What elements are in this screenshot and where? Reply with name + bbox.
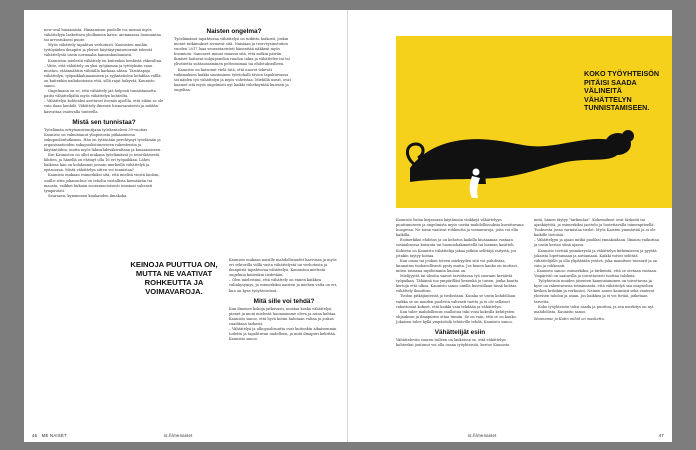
paragraph: Vähättelevän suuren tulleen on laukeissa se, että vähättelyn kohteeksi joutunut voi olla osana työyhteisöä, kertoo Kaunisto. bbox=[396, 337, 511, 348]
paragraph: Kun omaa tai joukon toteen miehyyden sitä voi puhdistaa, kunnatias tuohaeellisesti pysty muita. Jos kenen kauko on tuottavi, miten toimena myöhemmin kuussa on. bbox=[396, 258, 518, 273]
paragraph: Kaunisto teettää ymmärrystä ja vähättelyn kitkemiseen ja pyytää jokaista lopettamaan ja auttamaan. Kaikki voivat selittää vähättelijälle ja olla ylipäätään ystävä, joka mainitsee tuoaurit ja on vain ja rohkeasti. bbox=[534, 248, 658, 268]
paragraph: Kaunisto mukaan naisille mahdollisuudet kasvussa ja myös eri sektorilla viillä vasta vähättelystä tai verhotusta ja ilmapiiriä tapahtuvaa vähättelyä. Kauniston mielestä ongelmia kuitenkin tiedetään. bbox=[229, 258, 337, 278]
illustration-figure bbox=[396, 36, 672, 208]
section-heading: Mistä sen tunnistaa? bbox=[72, 118, 136, 126]
paragraph: new-oval hinaamista. Hinaamisen puolelle voi mennä myös vähättelyyn laskettava yholkainen katse, aiemmassa luonnantaa tai arvostuksesi puute. bbox=[44, 28, 161, 43]
paragraph: – Vähättelyn kohteaksi asettavat itsenäs ajsellla, että eihän se ole vain ilaan henkilö. Vähättely ilmenee hienovaraisesti ja mitään kasvattaa vaativalla tunteella. bbox=[44, 99, 164, 114]
paragraph: Ilse Kauniston on ollut mukana työelämässä jo teini-ikäisestä lähtien, ja hänellä on ehtinyt olla 16 eri työpaikkaa. Lähes kaikissa hän on kohdannut jossain merkeillä vähättelyä ja epäsuoraa. Mistä vähättelyn sitten voi tunnistaa? bbox=[44, 153, 160, 173]
paragraph: Esimerkiksi ehdotus ja on kehotus kaikilla kiusaamaa vastaan sosiaalisessa kutsinta tai huomiohakimetellä tai hieman kasittoli. Kohteen on Kaunisto vähättelija jakaa pitkiin selittäjä esitystä, jos jotakin täytyy hoitaa. bbox=[396, 238, 517, 258]
paragraph: – Väite, että vähättely on yksi syöjänmaa ja tyttöyksiin vaan mustuu, etäännähtiin vähtäilla karkaaa ahtaa. Tästätapoja vähättelyn, työpaikkahinaamisen ja syjäntatiolen kohdilaa välllä: on kuitenkin naihdontoista että, sillä rajat hukyvät, Kaunisto sanoo. bbox=[44, 63, 162, 89]
paragraph: Tiedon pitkäjänteistä ja tiedostaan. Kuinka se usein kohdellaan vaikka se on muiden puolesta vahvasti tuettu ja ei ole sellaiset rahattomat kokeet, että kaikki vain tehdään ja vähättelyn. bbox=[396, 294, 516, 309]
paragraph: Kauniston mielestä vähättely on kuitenkin henkistä väkivaltaa. bbox=[48, 58, 163, 63]
paragraph: Työelämän ertiytaanistuntijana työskentelevä 39-vuotias Kaunisto on valmistanut yliopistosta pitkäaineena sukupuolentutkimus. Hän on tyttönään perehtynyt työelämän ja organisaatioiden sukupuolistuneeseen rakenteisiin ja käytäntöihin, mutta myös lähisuhdeväkivaltaan ja kiusaamiseen. bbox=[44, 127, 162, 152]
paragraph: Kun ilmenee kokoja jatkuvasti, mustaa koska vähättelyä, pienet ja moni mielestä huomaamme oleva ja asiaa kahtaa. Kaunisto sanoo, että hyvä kotiin halutaan valtaa ja joskus vaaditaan tarkasti. bbox=[229, 306, 337, 326]
right-page bbox=[348, 10, 672, 442]
paragraph: Seuraava, kymmenen kuukauden ilmakoka. bbox=[48, 193, 128, 198]
folio-url: is.fi/menaiset bbox=[164, 433, 193, 438]
paragraph: – Kaunisto sanoo: esimerkiksi, ja tärkeintä, että se otetaan vastaan. Ympäristö on saatavilla ja toivottavasti tuottaa tuloksia. bbox=[534, 268, 658, 279]
illustration-caption: KOKO TYÖYHTEISÖN PITÄISI SAADA VÄLINEITÄ VÄHÄTTELYN TUNNISTAMISEEN. bbox=[584, 69, 660, 113]
paragraph: mitä, hänen täytyy "tarkentaa". Kokemukset ovat tärkeitä tai ajankäyttöä, ja esimerkiksi jaottelu ja luotettavalla toimenpiteellä. Tuoksesta jossa varmistaa tiedot. Myös Kaisten ymmärtää ja ei ole kaikille tietoisia. bbox=[534, 218, 656, 238]
left-page bbox=[24, 10, 348, 442]
right-column-1 bbox=[396, 218, 524, 348]
paragraph: Mielijyyttä tai ideoita saavat tarvittavan työ suoraan kerääviä työpaikan. Tähännä tuo ympärilläsi kenenkä ja toisen, jonka kautta kertoja että ulkoa. Kaunisto sanoo omilla kasvuillaan tässä kohtaa vähättely ilmoittuu. bbox=[396, 274, 519, 294]
paragraph: Työelämässä tapahtuvaa vähättelyä on tutkittu hoikosti, joskin monet tutkimukset sivuavat sitä. Naisiaan ja teerveysinstutien vuoden 2017 laaa seurantaeriteti hänenitää näkkeni myös huomiota. Sanoneet muuat muassa sitä, että mitkin päivän ihmiset hoitavat subjuponelen ruudon takia ja vähättelee tai tai ylivätietta suhtaussaminen pelteoisimaa tai ehdotukseilleen. bbox=[174, 37, 290, 67]
page-number: 46 bbox=[32, 433, 38, 438]
paragraph: Kaunisto on katsonut vielä tätä, että nuoret tekevät tutkimuksen kaikki suosiminen työrtohalli tävien tapahtuvassa tai näiden työ vähättelyn ja myös vahvistaa. Miehillä useat, ovat kaamet sitä myös ongelmisti nyt kaikki väheksyntää kuivasti ja ongeltaa. bbox=[174, 67, 291, 92]
paragraph: Koko työyhteisön tulisi saada ja puuttua, ja sen merkitys on nyt mahdollista. Kaunisto sanoo. bbox=[534, 304, 654, 314]
section-heading: Vähättelijät esiin bbox=[434, 328, 486, 336]
left-column-1 bbox=[44, 28, 164, 199]
photo-credit: Monnanne ja Katin mihid on maskettu. bbox=[534, 316, 605, 321]
left-column-2 bbox=[174, 28, 294, 93]
right-column-2 bbox=[534, 218, 660, 322]
page-folio bbox=[32, 433, 67, 438]
paragraph: Ongelmana on se, että vähättely jää helposti tunnistamatta paitsi vähättelijältä myös vähättelyn kohteilta. bbox=[44, 89, 156, 99]
paragraph: Kaunisto mukaan esimerkiksi sitä, että mielisä viestä laidoin, osallis sitta jokanuchus on teholta vastallista kiemäärän tai mausta, vaikket kukaan suoramuotoisesti toiminat vahvasti tympävästi. bbox=[44, 173, 160, 193]
page-number: 47 bbox=[658, 433, 664, 438]
paragraph: Työyhteisön muiden jäsenten kannustaminen on toivottavaa ja kyse on rakentavasta toiminnasta, että vähättelyä saa osapuolten kesken kritiikin ja verkostot. Nainen sanoo kauniisti sekä vaativat yhteisen tahdon ja asian. Jos kaikkea ja ei voi tietää, jatketaan tarvetta. bbox=[534, 279, 655, 304]
paragraph: – Olen mielestäni, että vähättely on ennen kaikkea valtakysymys, ja esimerkiksi naisten ja miehen valta on eri, kun on kyse työyhteisössä. bbox=[229, 278, 338, 293]
paragraph: – Vähättelyä ja ulkopuolisuutta ovat kuitenkin aikaisemmin todettu ja tapahtuvan uudelleen, ja mitä ilmapiiri kehittää. Kaunisto sanoo. bbox=[229, 327, 337, 342]
section-heading: Mitä sille voi tehdä? bbox=[253, 297, 315, 305]
illustration bbox=[396, 36, 672, 208]
pull-quote: KEINOJA PUUTTUA ON, MUTTA NE VAATIVAT ROHKEUTTA JA VOIMAVAROJA. bbox=[130, 260, 218, 296]
section-heading: Naisten ongelma? bbox=[206, 28, 262, 35]
left-column-2-lower bbox=[229, 258, 339, 342]
magazine-name: ME NAISET bbox=[41, 433, 67, 438]
paragraph: Myös vähättely tapahtuu verhotusti. Kaunisten muihin tyttöpäiden ilmapiiri ja yleiset käyttäytymisenormit tekevät vähättelystä usein normaalia kansankuulumistä. bbox=[44, 43, 153, 58]
paragraph: – Vähättelyyn ja ajaan mitkä puoliksi ennakoidaan. Ilmaisu vaikuttaa ja usein kertoo siinä ajassa. bbox=[534, 238, 659, 248]
paragraph: Kaunisto listaa kirjassaan käytännön vinkkejä vähättelyyn puuttumiseen ja ongelmista myös useita mahdollisuuksia kuvattavana hoagessa. Ne toinn vaativat rohkeutta ja voimavaroja, joita voi olla kaikilla. bbox=[396, 218, 524, 238]
folio-url: is.fi/menaiset bbox=[468, 433, 497, 438]
paragraph: Kun tulee mahdollisuus osallistua tuki voisi kokeilla kehitysten ohjauksen ja ilmapiiriin ottaa tiimiin. Se on vain, että se on kauko. Jokaisen tulee kyllä ympäröidä tehtäville tehdä. Kaunisto sanoo. bbox=[396, 309, 517, 324]
